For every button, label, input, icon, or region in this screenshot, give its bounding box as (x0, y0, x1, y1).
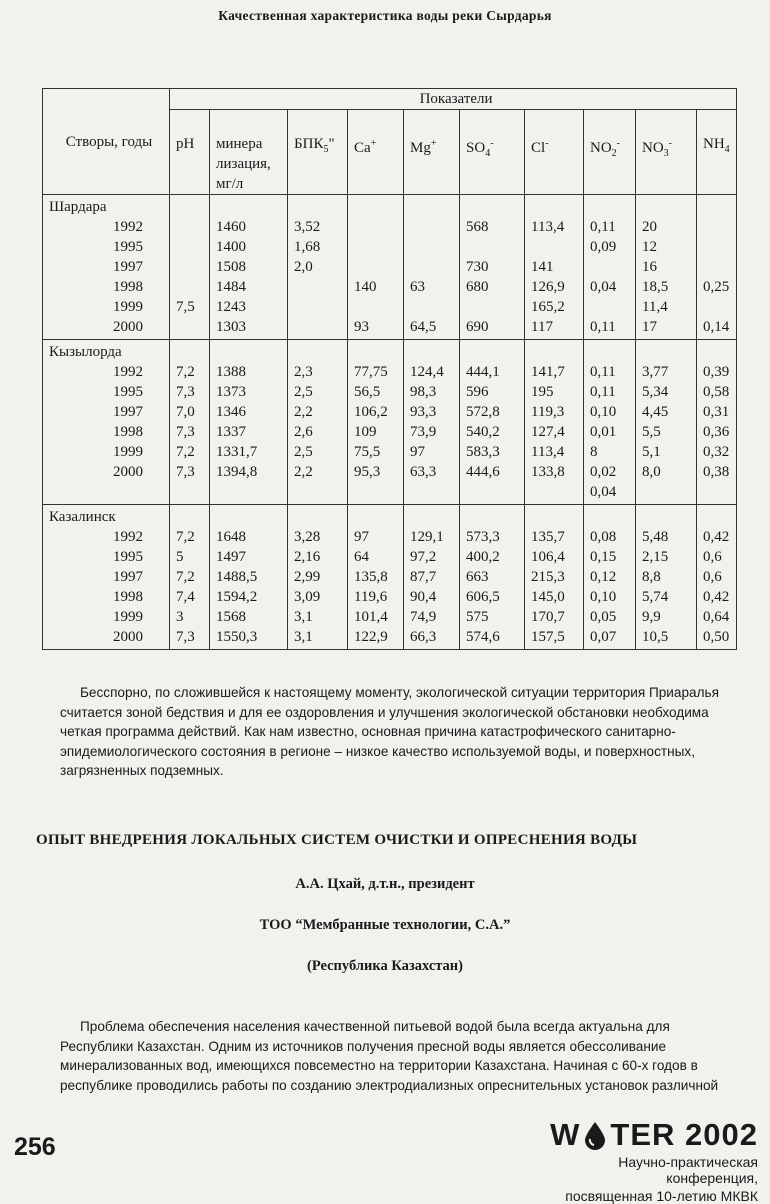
value-cell: 95,3 (348, 462, 404, 482)
col-header-mg: Mg+ (404, 110, 460, 195)
empty-cell (460, 340, 525, 363)
paragraph-2-body: Республики Казахстан. Одним из источников получения пресной воды является обессоливание минерализованных вод, имеющихся повсеместно на территории Казахстана. Начиная с 60-х годов в республике проводились работы по созданию электродиализных опреснительных установок различной (60, 1038, 719, 1093)
value-cell: 0,11 (584, 217, 636, 237)
table-row (43, 402, 737, 422)
value-cell: 2,3 (288, 362, 348, 382)
value-cell: 87,7 (404, 567, 460, 587)
value-cell: 0,09 (584, 237, 636, 257)
empty-cell (288, 340, 348, 363)
value-cell: 1460 (210, 217, 288, 237)
year-cell: 1997 (43, 402, 170, 422)
year-cell: 2000 (43, 317, 170, 340)
value-cell: 3,09 (288, 587, 348, 607)
value-cell: 215,3 (525, 567, 584, 587)
value-cell: 1337 (210, 422, 288, 442)
value-cell: 0,50 (697, 627, 737, 650)
empty-cell (697, 340, 737, 363)
table-row (43, 527, 737, 547)
value-cell: 2,0 (288, 257, 348, 277)
value-cell: 1331,7 (210, 442, 288, 462)
value-cell: 11,4 (636, 297, 697, 317)
value-cell: 8,0 (636, 462, 697, 482)
value-cell: 56,5 (348, 382, 404, 402)
paragraph-2-first-line: Проблема обеспечения населения качественной питьевой водой была всегда актуальна для (80, 1019, 670, 1034)
empty-cell (525, 340, 584, 363)
value-cell (404, 257, 460, 277)
site-row (43, 340, 737, 363)
value-cell: 0,10 (584, 587, 636, 607)
value-cell (404, 297, 460, 317)
table-row (43, 237, 737, 257)
value-cell: 0,01 (584, 422, 636, 442)
value-cell: 596 (460, 382, 525, 402)
value-cell: 1,68 (288, 237, 348, 257)
table-row (43, 422, 737, 442)
article-country: (Республика Казахстан) (307, 958, 463, 974)
year-cell: 1992 (43, 527, 170, 547)
value-cell (404, 482, 460, 505)
value-cell (697, 297, 737, 317)
year-cell: 2000 (43, 462, 170, 482)
value-cell: 7,3 (170, 627, 210, 650)
value-cell: 2,16 (288, 547, 348, 567)
table-row (43, 442, 737, 462)
year-cell: 1998 (43, 422, 170, 442)
value-cell (697, 257, 737, 277)
year-cell: 1995 (43, 382, 170, 402)
value-cell: 4,45 (636, 402, 697, 422)
value-cell (697, 482, 737, 505)
value-cell: 8,8 (636, 567, 697, 587)
value-cell: 195 (525, 382, 584, 402)
value-cell (525, 482, 584, 505)
value-cell: 2,15 (636, 547, 697, 567)
article-author: А.А. Цхай, д.т.н., президент (295, 876, 475, 892)
value-cell (288, 277, 348, 297)
empty-cell (584, 195, 636, 218)
value-cell: 1373 (210, 382, 288, 402)
col-header-no3: $NO_3^-$ (636, 110, 697, 195)
value-cell: 1303 (210, 317, 288, 340)
empty-cell (288, 505, 348, 528)
value-cell (697, 217, 737, 237)
value-cell: 573,3 (460, 527, 525, 547)
value-cell (584, 257, 636, 277)
value-cell: 1388 (210, 362, 288, 382)
value-cell (170, 217, 210, 237)
logo-word-right: TER 2002 (610, 1117, 758, 1152)
year-cell: 1995 (43, 237, 170, 257)
value-cell: 690 (460, 317, 525, 340)
table-row (43, 257, 737, 277)
empty-cell (348, 340, 404, 363)
col-header-so4: $SO_4^-$ (460, 110, 525, 195)
value-cell (348, 237, 404, 257)
value-cell: 7,2 (170, 567, 210, 587)
value-cell: 574,6 (460, 627, 525, 650)
value-cell: 0,04 (584, 482, 636, 505)
value-cell: 75,5 (348, 442, 404, 462)
value-cell: 7,3 (170, 462, 210, 482)
value-cell (348, 217, 404, 237)
value-cell: 66,3 (404, 627, 460, 650)
paragraph-1-body: считается зоной бедствия и для ее оздоровления и улучшения экологической обстановки необходима четкая программа действий. Как нам известно, основная причина катастрофического санитарно-эпидемиологического состояния в регионе – низкое качество используемой воды, и поверхностных, загрязненных подземных. (60, 704, 709, 779)
value-cell: 0,6 (697, 547, 737, 567)
value-cell: 0,42 (697, 587, 737, 607)
value-cell: 113,4 (525, 217, 584, 237)
year-cell (43, 482, 170, 505)
value-cell: 17 (636, 317, 697, 340)
table-row (43, 362, 737, 382)
value-cell: 2,5 (288, 382, 348, 402)
value-cell: 2,6 (288, 422, 348, 442)
empty-cell (636, 195, 697, 218)
water-quality-table (42, 88, 736, 650)
value-cell: 7,5 (170, 297, 210, 317)
value-cell: 1508 (210, 257, 288, 277)
value-cell (460, 297, 525, 317)
value-cell: 10,5 (636, 627, 697, 650)
paragraph-aral-situation (60, 683, 750, 781)
value-cell: 77,75 (348, 362, 404, 382)
site-row (43, 195, 737, 218)
year-cell: 2000 (43, 627, 170, 650)
value-cell: 8 (584, 442, 636, 462)
year-cell: 1999 (43, 607, 170, 627)
value-cell (404, 217, 460, 237)
value-cell (525, 237, 584, 257)
value-cell: 101,4 (348, 607, 404, 627)
value-cell (348, 257, 404, 277)
table-row (43, 607, 737, 627)
value-cell: 73,9 (404, 422, 460, 442)
year-cell: 1997 (43, 257, 170, 277)
article-organization: ТОО “Мембранные технологии, С.А.” (259, 917, 511, 933)
value-cell: 0,11 (584, 362, 636, 382)
value-cell (170, 482, 210, 505)
value-cell: 3,1 (288, 607, 348, 627)
empty-cell (404, 195, 460, 218)
value-cell: 97,2 (404, 547, 460, 567)
value-cell: 0,11 (584, 317, 636, 340)
col-header-mineralization: минера лизация, мг/л (210, 110, 288, 195)
year-cell: 1999 (43, 297, 170, 317)
value-cell: 2,99 (288, 567, 348, 587)
empty-cell (460, 195, 525, 218)
value-cell: 140 (348, 277, 404, 297)
value-cell: 0,15 (584, 547, 636, 567)
value-cell: 124,4 (404, 362, 460, 382)
value-cell: 122,9 (348, 627, 404, 650)
value-cell: 106,2 (348, 402, 404, 422)
col-header-ph: pH (170, 110, 210, 195)
article-title: ОПЫТ ВНЕДРЕНИЯ ЛОКАЛЬНЫХ СИСТЕМ ОЧИСТКИ И ОПРЕСНЕНИЯ ВОДЫ (36, 832, 638, 848)
value-cell (170, 317, 210, 340)
value-cell: 133,8 (525, 462, 584, 482)
value-cell: 119,3 (525, 402, 584, 422)
value-cell: 1394,8 (210, 462, 288, 482)
value-cell: 5,48 (636, 527, 697, 547)
value-cell: 119,6 (348, 587, 404, 607)
value-cell: 7,2 (170, 442, 210, 462)
water-drop-icon (582, 1120, 608, 1150)
empty-cell (460, 505, 525, 528)
year-cell: 1992 (43, 217, 170, 237)
conference-line-1: Научно-практическая конференция, (618, 1154, 758, 1186)
table-row (43, 587, 737, 607)
value-cell: 1568 (210, 607, 288, 627)
value-cell: 1648 (210, 527, 288, 547)
empty-cell (697, 505, 737, 528)
value-cell (288, 482, 348, 505)
site-name: Казалинск (43, 505, 170, 528)
value-cell: 444,6 (460, 462, 525, 482)
value-cell: 117 (525, 317, 584, 340)
value-cell: 2,5 (288, 442, 348, 462)
year-cell: 1997 (43, 567, 170, 587)
value-cell: 90,4 (404, 587, 460, 607)
value-cell: 3 (170, 607, 210, 627)
value-cell (170, 277, 210, 297)
empty-cell (636, 340, 697, 363)
year-cell: 1992 (43, 362, 170, 382)
value-cell (404, 237, 460, 257)
value-cell: 129,1 (404, 527, 460, 547)
value-cell (288, 297, 348, 317)
value-cell: 572,8 (460, 402, 525, 422)
value-cell: 0,39 (697, 362, 737, 382)
value-cell: 1243 (210, 297, 288, 317)
value-cell: 3,28 (288, 527, 348, 547)
value-cell: 16 (636, 257, 697, 277)
col-header-ca: Ca+ (348, 110, 404, 195)
value-cell: 141,7 (525, 362, 584, 382)
value-cell: 126,9 (525, 277, 584, 297)
value-cell (210, 482, 288, 505)
value-cell (288, 317, 348, 340)
site-name: Шардара (43, 195, 170, 218)
value-cell (584, 297, 636, 317)
value-cell: 135,8 (348, 567, 404, 587)
value-cell: 0,07 (584, 627, 636, 650)
empty-cell (210, 505, 288, 528)
value-cell: 7,3 (170, 382, 210, 402)
value-cell (460, 237, 525, 257)
table-row (43, 317, 737, 340)
table-row (43, 547, 737, 567)
value-cell: 145,0 (525, 587, 584, 607)
year-cell: 1998 (43, 277, 170, 297)
value-cell: 20 (636, 217, 697, 237)
empty-cell (210, 195, 288, 218)
indicators-header: Показатели (170, 89, 737, 110)
value-cell (697, 237, 737, 257)
running-header: Качественная характеристика воды реки Сырдарья (218, 8, 552, 23)
value-cell: 74,9 (404, 607, 460, 627)
empty-cell (348, 505, 404, 528)
value-cell (170, 237, 210, 257)
value-cell: 0,25 (697, 277, 737, 297)
paragraph-article-intro (60, 1017, 750, 1095)
value-cell: 64 (348, 547, 404, 567)
logo-word-left: W (550, 1117, 581, 1152)
value-cell: 0,08 (584, 527, 636, 547)
value-cell: 575 (460, 607, 525, 627)
value-cell: 98,3 (404, 382, 460, 402)
value-cell: 0,02 (584, 462, 636, 482)
value-cell: 0,11 (584, 382, 636, 402)
value-cell: 63 (404, 277, 460, 297)
empty-cell (404, 505, 460, 528)
value-cell: 2,2 (288, 402, 348, 422)
value-cell: 5,34 (636, 382, 697, 402)
value-cell: 18,5 (636, 277, 697, 297)
value-cell: 109 (348, 422, 404, 442)
empty-cell (636, 505, 697, 528)
value-cell: 5 (170, 547, 210, 567)
value-cell: 12 (636, 237, 697, 257)
col-header-site: Створы, годы (43, 89, 170, 195)
value-cell: 1550,3 (210, 627, 288, 650)
empty-cell (210, 340, 288, 363)
value-cell: 7,2 (170, 527, 210, 547)
table-row (43, 382, 737, 402)
value-cell: 97 (404, 442, 460, 462)
value-cell: 0,12 (584, 567, 636, 587)
value-cell (348, 297, 404, 317)
col-header-bpk5: $БПК_5$" (288, 110, 348, 195)
year-cell: 1999 (43, 442, 170, 462)
water-2002-logo (528, 1118, 758, 1204)
empty-cell (170, 340, 210, 363)
value-cell: 0,10 (584, 402, 636, 422)
value-cell: 1497 (210, 547, 288, 567)
year-cell: 1995 (43, 547, 170, 567)
value-cell: 5,1 (636, 442, 697, 462)
value-cell: 64,5 (404, 317, 460, 340)
value-cell: 568 (460, 217, 525, 237)
value-cell: 0,31 (697, 402, 737, 422)
value-cell: 135,7 (525, 527, 584, 547)
value-cell: 1484 (210, 277, 288, 297)
table-row (43, 297, 737, 317)
value-cell: 1400 (210, 237, 288, 257)
table-row (43, 567, 737, 587)
empty-cell (288, 195, 348, 218)
value-cell: 606,5 (460, 587, 525, 607)
table-row (43, 462, 737, 482)
value-cell: 63,3 (404, 462, 460, 482)
value-cell: 1594,2 (210, 587, 288, 607)
value-cell: 444,1 (460, 362, 525, 382)
conference-line-2: посвященная 10-летию МКВК (565, 1188, 758, 1204)
empty-cell (170, 195, 210, 218)
value-cell: 1488,5 (210, 567, 288, 587)
paragraph-1-first-line: Бесспорно, по сложившейся к настоящему моменту, экологической ситуации территория Приаралья (80, 685, 719, 700)
value-cell (348, 482, 404, 505)
value-cell: 113,4 (525, 442, 584, 462)
col-header-nh4: $NH_4$ (697, 110, 737, 195)
value-cell: 3,77 (636, 362, 697, 382)
value-cell: 0,14 (697, 317, 737, 340)
value-cell: 141 (525, 257, 584, 277)
value-cell: 0,05 (584, 607, 636, 627)
value-cell (170, 257, 210, 277)
value-cell: 663 (460, 567, 525, 587)
value-cell: 93 (348, 317, 404, 340)
value-cell: 3,1 (288, 627, 348, 650)
value-cell: 5,5 (636, 422, 697, 442)
empty-cell (348, 195, 404, 218)
year-cell: 1998 (43, 587, 170, 607)
empty-cell (525, 505, 584, 528)
site-row (43, 505, 737, 528)
value-cell: 9,9 (636, 607, 697, 627)
value-cell: 7,3 (170, 422, 210, 442)
col-header-cl: Cl- (525, 110, 584, 195)
value-cell (636, 482, 697, 505)
table-row (43, 277, 737, 297)
page-number: 256 (14, 1133, 56, 1161)
value-cell: 7,4 (170, 587, 210, 607)
value-cell: 1346 (210, 402, 288, 422)
value-cell: 0,36 (697, 422, 737, 442)
table-row (43, 217, 737, 237)
value-cell: 127,4 (525, 422, 584, 442)
value-cell (460, 482, 525, 505)
value-cell: 7,0 (170, 402, 210, 422)
value-cell: 165,2 (525, 297, 584, 317)
value-cell: 3,52 (288, 217, 348, 237)
value-cell: 680 (460, 277, 525, 297)
value-cell: 0,58 (697, 382, 737, 402)
value-cell: 93,3 (404, 402, 460, 422)
value-cell: 0,6 (697, 567, 737, 587)
value-cell: 0,04 (584, 277, 636, 297)
value-cell: 170,7 (525, 607, 584, 627)
value-cell: 583,3 (460, 442, 525, 462)
value-cell: 7,2 (170, 362, 210, 382)
value-cell: 400,2 (460, 547, 525, 567)
empty-cell (404, 340, 460, 363)
value-cell: 106,4 (525, 547, 584, 567)
table-row (43, 482, 737, 505)
empty-cell (584, 340, 636, 363)
empty-cell (697, 195, 737, 218)
value-cell: 2,2 (288, 462, 348, 482)
empty-cell (525, 195, 584, 218)
value-cell: 5,74 (636, 587, 697, 607)
value-cell: 97 (348, 527, 404, 547)
col-header-no2: $NO_2^-$ (584, 110, 636, 195)
value-cell: 540,2 (460, 422, 525, 442)
value-cell: 157,5 (525, 627, 584, 650)
value-cell: 0,32 (697, 442, 737, 462)
value-cell: 0,42 (697, 527, 737, 547)
site-name: Кызылорда (43, 340, 170, 363)
value-cell: 0,38 (697, 462, 737, 482)
empty-cell (170, 505, 210, 528)
empty-cell (584, 505, 636, 528)
table-row (43, 627, 737, 650)
value-cell: 730 (460, 257, 525, 277)
value-cell: 0,64 (697, 607, 737, 627)
